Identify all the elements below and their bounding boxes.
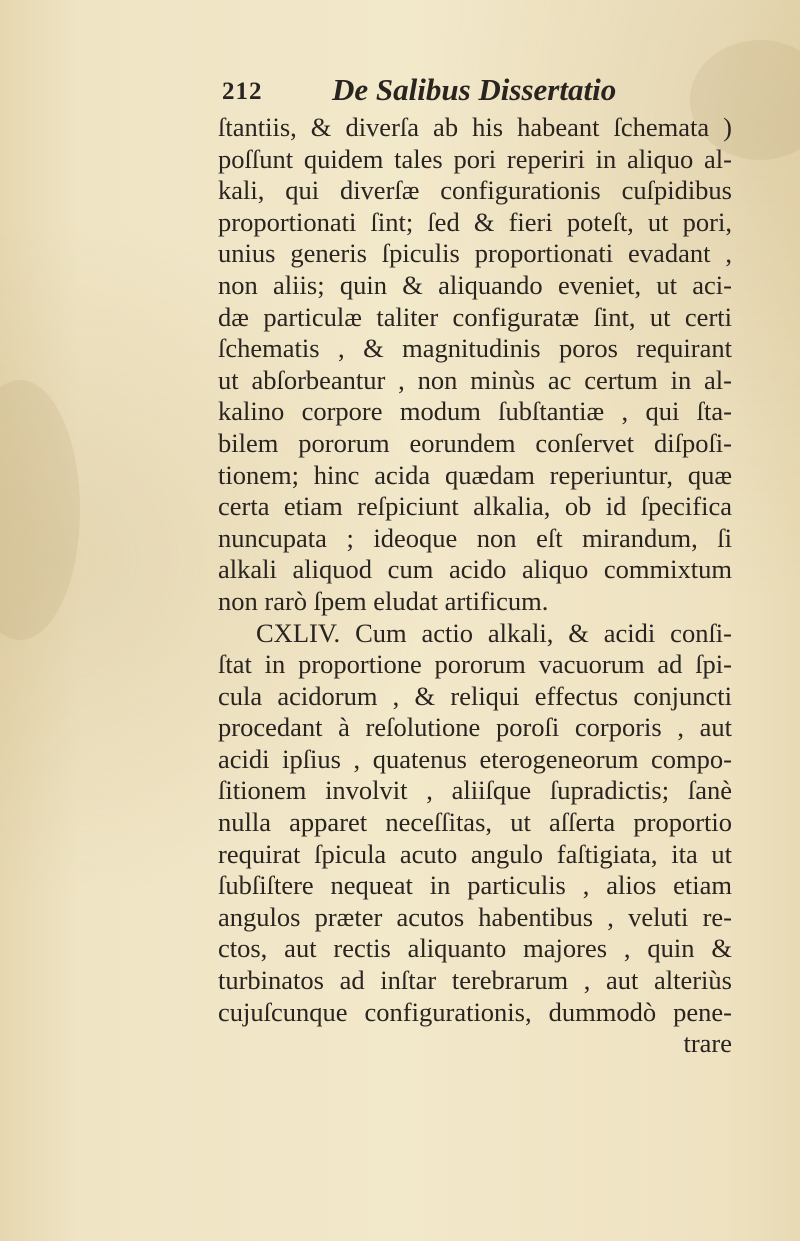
text-line: unius generis ſpiculis proportionati evadant , <box>218 238 732 269</box>
body-text <box>218 112 732 1060</box>
paper-stain <box>0 380 80 640</box>
text-line: non rarò ſpem eludat artificum. <box>218 585 549 616</box>
text-line: requirat ſpicula acuto angulo faſtigiata, ita ut <box>218 838 732 869</box>
text-line: ſtat in proportione pororum vacuorum ad ſpi- <box>218 649 732 680</box>
text-line: non aliis; quin & aliquando eveniet, ut aci- <box>218 269 732 300</box>
text-line: ſitionem involvit , aliiſque ſupradictis; ſanè <box>218 775 732 806</box>
text-line: acidi ipſius , quatenus eterogeneorum compo- <box>218 743 732 774</box>
running-title: De Salibus Dissertatio <box>332 72 617 107</box>
text-line: kalino corpore modum ſubſtantiæ , qui ſta- <box>218 396 732 427</box>
text-line: dæ particulæ taliter configuratæ ſint, ut certi <box>218 301 732 332</box>
section-start-line: CXLIV. Cum actio alkali, & acidi conſi- <box>256 617 732 648</box>
text-line: nulla apparet neceſſitas, ut aſſerta proportio <box>218 807 732 838</box>
text-line: proportionati ſint; ſed & fieri poteſt, ut pori, <box>218 206 732 237</box>
text-line: cujuſcunque configurationis, dummodò pene- <box>218 996 732 1027</box>
text-line: alkali aliquod cum acido aliquo commixtum <box>218 554 732 585</box>
text-line: bilem pororum eorundem conſervet diſpoſi- <box>218 427 732 458</box>
text-line: angulos præter acutos habentibus , veluti re- <box>218 901 732 932</box>
text-line: kali, qui diverſæ configurationis cuſpidibus <box>218 175 732 206</box>
text-line: cula acidorum , & reliqui effectus conjuncti <box>218 680 732 711</box>
text-line: certa etiam reſpiciunt alkalia, ob id ſpecifica <box>218 491 732 522</box>
text-line: poſſunt quidem tales pori reperiri in aliquo al- <box>218 143 732 174</box>
text-line: ſtantiis, & diverſa ab his habeant ſchemata ) <box>218 112 732 142</box>
text-line: tionem; hinc acida quædam reperiuntur, quæ <box>218 459 732 490</box>
catchword: trare <box>683 1028 732 1059</box>
text-line: ſubſiſtere nequeat in particulis , alios etiam <box>218 870 732 901</box>
text-line: ſchematis , & magnitudinis poros requirant <box>218 333 732 364</box>
text-line: ut abſorbeantur , non minùs ac certum in al- <box>218 364 732 395</box>
text-line: nuncupata ; ideoque non eſt mirandum, ſi <box>218 522 732 553</box>
text-line: ctos, aut rectis aliquanto majores , quin & <box>218 933 732 964</box>
text-line: procedant à reſolutione poroſi corporis , aut <box>218 712 732 743</box>
page-header <box>222 72 722 112</box>
text-line: turbinatos ad inſtar terebrarum , aut alteriùs <box>218 965 732 996</box>
page-number: 212 <box>222 78 263 105</box>
